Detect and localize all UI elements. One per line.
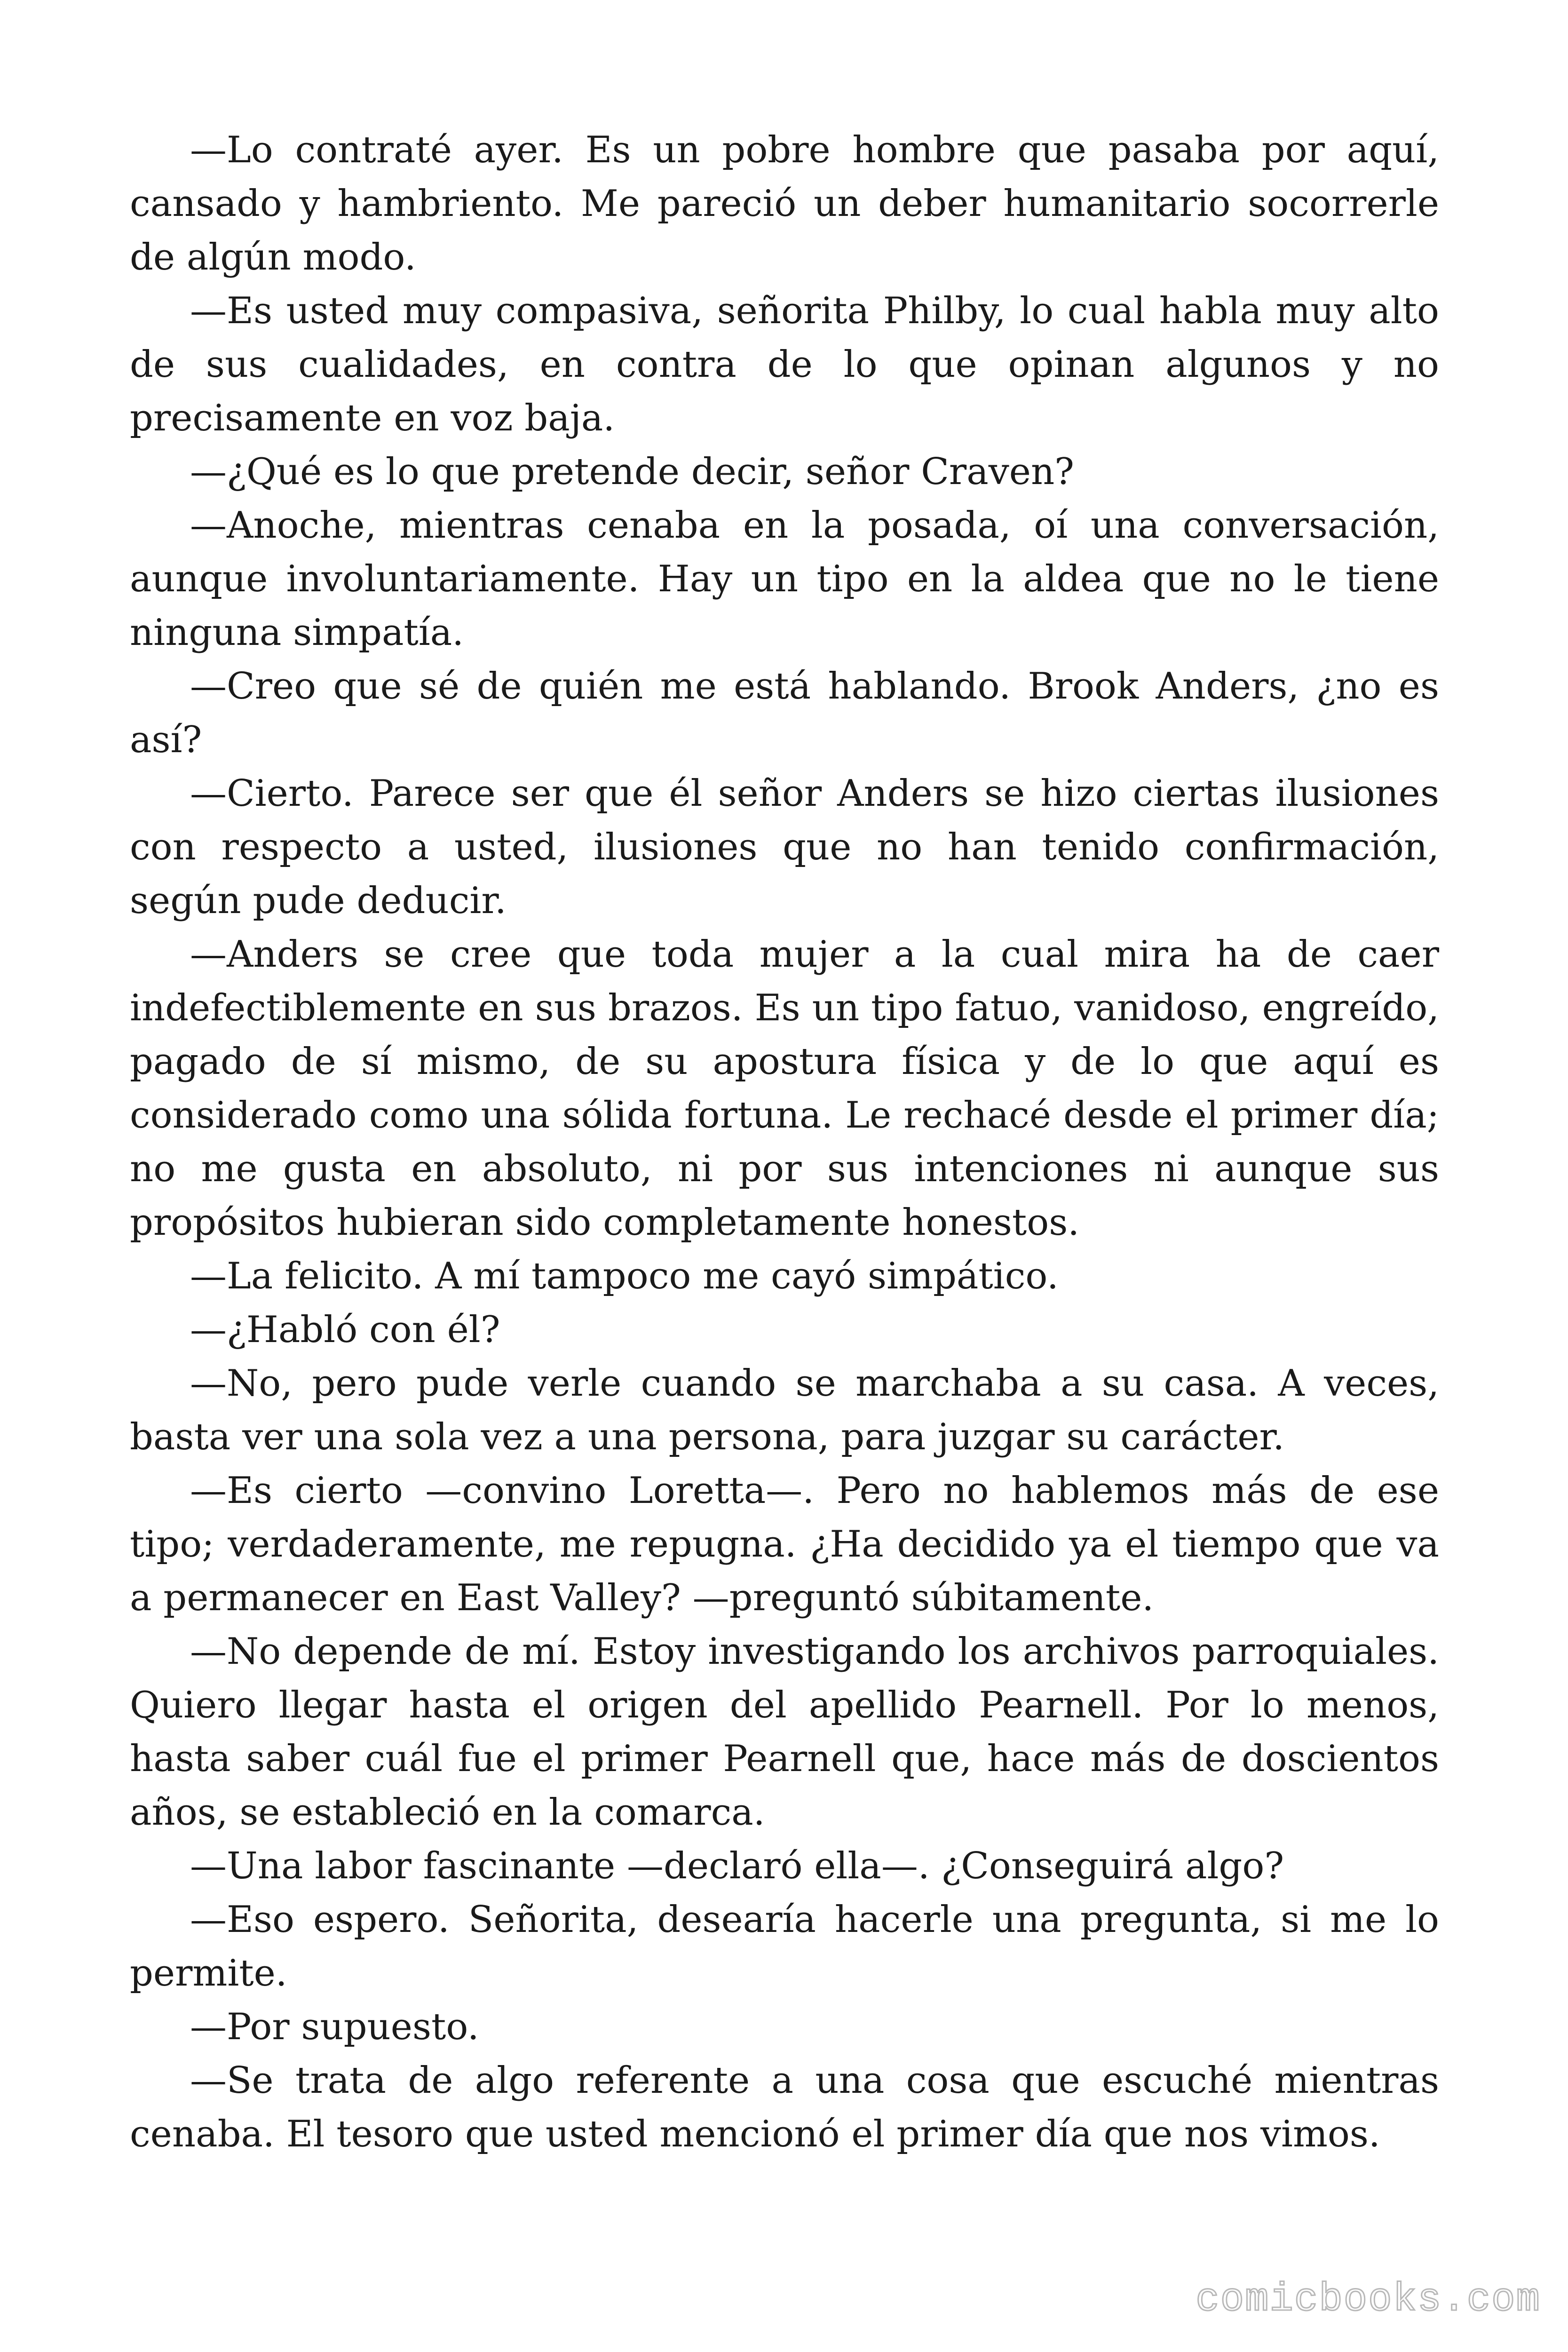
paragraph: —No depende de mí. Estoy investigando los archivos parroquiales. Quiero llegar hasta el origen del apellido Pearnell. Por lo menos, hasta saber cuál fue el primer Pearnell que, hace más de doscientos años, se estableció en la comarca. bbox=[130, 1630, 1439, 1834]
body-text bbox=[130, 123, 1439, 2161]
paragraph: —Creo que sé de quién me está hablando. Brook Anders, ¿no es así? bbox=[130, 665, 1439, 761]
paragraph: —¿Habló con él? bbox=[190, 1309, 500, 1351]
paragraph: —No, pero pude verle cuando se marchaba a su casa. A veces, basta ver una sola vez a una persona, para juzgar su carácter. bbox=[130, 1362, 1439, 1458]
paragraph: —Es cierto —convino Loretta—. Pero no hablemos más de ese tipo; verdaderamente, me repugna. ¿Ha decidido ya el tiempo que va a permanecer en East Valley? —preguntó súbitamente. bbox=[130, 1470, 1439, 1619]
paragraph: —Cierto. Parece ser que él señor Anders se hizo ciertas ilusiones con respecto a usted, ilusiones que no han tenido confirmación, según pude deducir. bbox=[130, 772, 1439, 922]
watermark: comicbooks.com bbox=[1196, 2278, 1541, 2322]
paragraph: —Por supuesto. bbox=[190, 2006, 479, 2048]
paragraph: —Lo contraté ayer. Es un pobre hombre que pasaba por aquí, cansado y hambriento. Me pareció un deber humanitario socorrerle de algún modo. bbox=[130, 129, 1439, 278]
paragraph: —¿Qué es lo que pretende decir, señor Craven? bbox=[190, 451, 1074, 493]
paragraph: —Es usted muy compasiva, señorita Philby, lo cual habla muy alto de sus cualidades, en contra de lo que opinan algunos y no precisamente en voz baja. bbox=[130, 290, 1439, 439]
paragraph: —La felicito. A mí tampoco me cayó simpático. bbox=[190, 1255, 1059, 1297]
paragraph: —Anders se cree que toda mujer a la cual mira ha de caer indefectiblemente en sus brazos. Es un tipo fatuo, vanidoso, engreído, pagado de sí mismo, de su apostura física y de lo que aquí es considerado como una sólida fortuna. Le rechacé desde el primer día; no me gusta en absoluto, ni por sus intenciones ni aunque sus propósitos hubieran sido completamente honestos. bbox=[130, 933, 1439, 1244]
paragraph: —Anoche, mientras cenaba en la posada, oí una conversación, aunque involuntariamente. Hay un tipo en la aldea que no le tiene ninguna simpatía. bbox=[130, 504, 1439, 654]
paragraph: —Una labor fascinante —declaró ella—. ¿Conseguirá algo? bbox=[190, 1845, 1284, 1887]
paragraph: —Eso espero. Señorita, desearía hacerle una pregunta, si me lo permite. bbox=[130, 1899, 1439, 1994]
paragraph: —Se trata de algo referente a una cosa que escuché mientras cenaba. El tesoro que usted mencionó el primer día que nos vimos. bbox=[130, 2059, 1439, 2155]
